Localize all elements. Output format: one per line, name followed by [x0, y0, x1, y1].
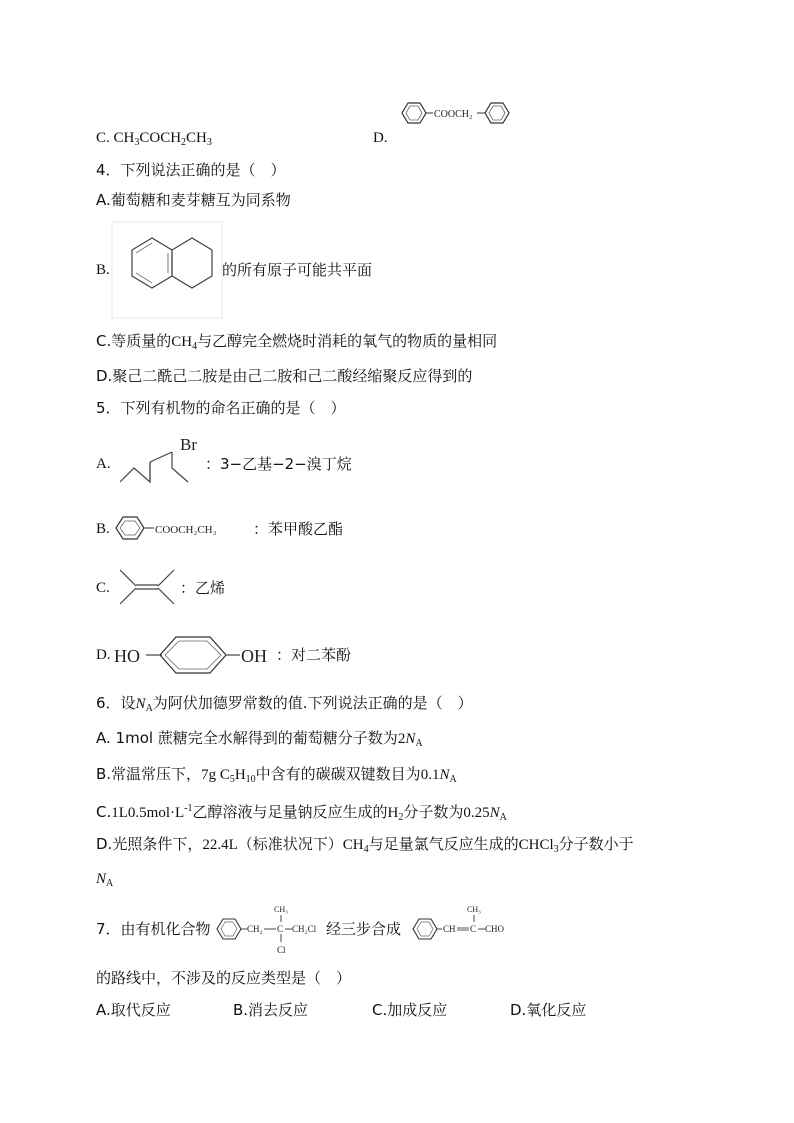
svg-text:C: C — [277, 924, 284, 934]
q6-option-c: $C.1L0.5mol\cdot L^{-1}$乙醇溶液与足量钠反应生成的$H_2$分子数为$0.25N_A$ — [96, 803, 507, 823]
q6-option-b: B.常温常压下，7g $C_5H_{10}$中含有的碳碳双键数目为$0.1N_A$ — [96, 765, 457, 785]
svg-text:CH₂Cl: CH₂Cl — [292, 924, 317, 934]
q7-stem-mid: 经三步合成 — [326, 920, 402, 938]
q3-option-d-structure — [393, 96, 523, 136]
q3-optc-formula: $CH_3COCH_2CH_3$ — [113, 130, 212, 148]
q4-option-a: A.葡萄糖和麦芽糖互为同系物 — [96, 191, 291, 209]
q7-option-a: A.取代反应 — [96, 1001, 171, 1019]
svg-text:COOCH₂CH₃: COOCH₂CH₃ — [155, 524, 217, 536]
q7-stem-post: 的路线中，不涉及的反应类型是（ ） — [96, 969, 352, 987]
svg-text:Cl: Cl — [277, 945, 286, 955]
q3-option-c: C. $CH_3COCH_2CH_3$ — [96, 130, 212, 148]
svg-text:C: C — [470, 924, 477, 934]
svg-text:HO: HO — [114, 646, 140, 666]
q4-tetralin-structure — [112, 222, 222, 322]
q5-option-a-name: ：3−乙基−2−溴丁烷 — [205, 455, 352, 473]
svg-text:CH₃: CH₃ — [274, 905, 288, 914]
q6-option-d: D.光照条件下，22.4L（标准状况下）$CH_4$与足量氯气反应生成的CHCl$_3$分子数小于 — [96, 835, 634, 855]
q7-reactant-structure — [214, 902, 324, 958]
q5-option-d-label: D. — [96, 647, 111, 663]
svg-text:CH₃: CH₃ — [467, 905, 481, 914]
q6-stem: 6．设$N_A$为阿伏加德罗常数的值.下列说法正确的是（ ） — [96, 694, 473, 714]
q5-stem: 5．下列有机物的命名正确的是（ ） — [96, 399, 346, 417]
q5-option-a-structure — [114, 432, 214, 492]
svg-text:COOCH₂: COOCH₂ — [434, 109, 473, 120]
q3-option-d-label: D. — [373, 130, 388, 146]
q5-option-d-name: ：对二苯酚 — [276, 646, 352, 664]
q5-option-b-name: ：苯甲酸乙酯 — [253, 520, 344, 538]
q4-option-c: C.等质量的$CH_4$与乙醇完全燃烧时消耗的氧气的物质的量相同 — [96, 332, 498, 352]
svg-text:CHO: CHO — [485, 924, 505, 934]
q5-option-a-label: A. — [96, 456, 111, 472]
q7-option-b: B.消去反应 — [233, 1001, 309, 1019]
q4-option-b-label: B. — [96, 262, 110, 278]
q6-option-d-cont: $N_A$ — [96, 871, 114, 889]
q7-stem-pre: 7．由有机化合物 — [96, 920, 211, 938]
q5-option-b-structure — [112, 513, 262, 543]
q4-option-b-text: 的所有原子可能共平面 — [222, 261, 373, 279]
q7-product-structure — [410, 902, 520, 946]
q5-option-b-label: B. — [96, 521, 110, 537]
q4-option-d: D.聚己二酰己二胺是由己二胺和己二酸经缩聚反应得到的 — [96, 367, 473, 385]
q4-stem: 4．下列说法正确的是（ ） — [96, 161, 286, 179]
svg-text:Br: Br — [180, 435, 197, 454]
q5-option-c-label: C. — [96, 580, 110, 596]
q7-option-c: C.加成反应 — [372, 1001, 448, 1019]
svg-text:CH₂: CH₂ — [247, 924, 263, 934]
q7-option-d: D.氧化反应 — [510, 1001, 587, 1019]
q5-option-c-name: ：乙烯 — [180, 579, 226, 597]
svg-text:OH: OH — [241, 646, 267, 666]
q5-option-c-structure — [112, 566, 182, 612]
q6-option-a: A. 1mol 蔗糖完全水解得到的葡萄糖分子数为$2N_A$ — [96, 729, 423, 749]
svg-text:CH: CH — [443, 924, 456, 934]
q5-option-d-structure — [112, 634, 282, 674]
